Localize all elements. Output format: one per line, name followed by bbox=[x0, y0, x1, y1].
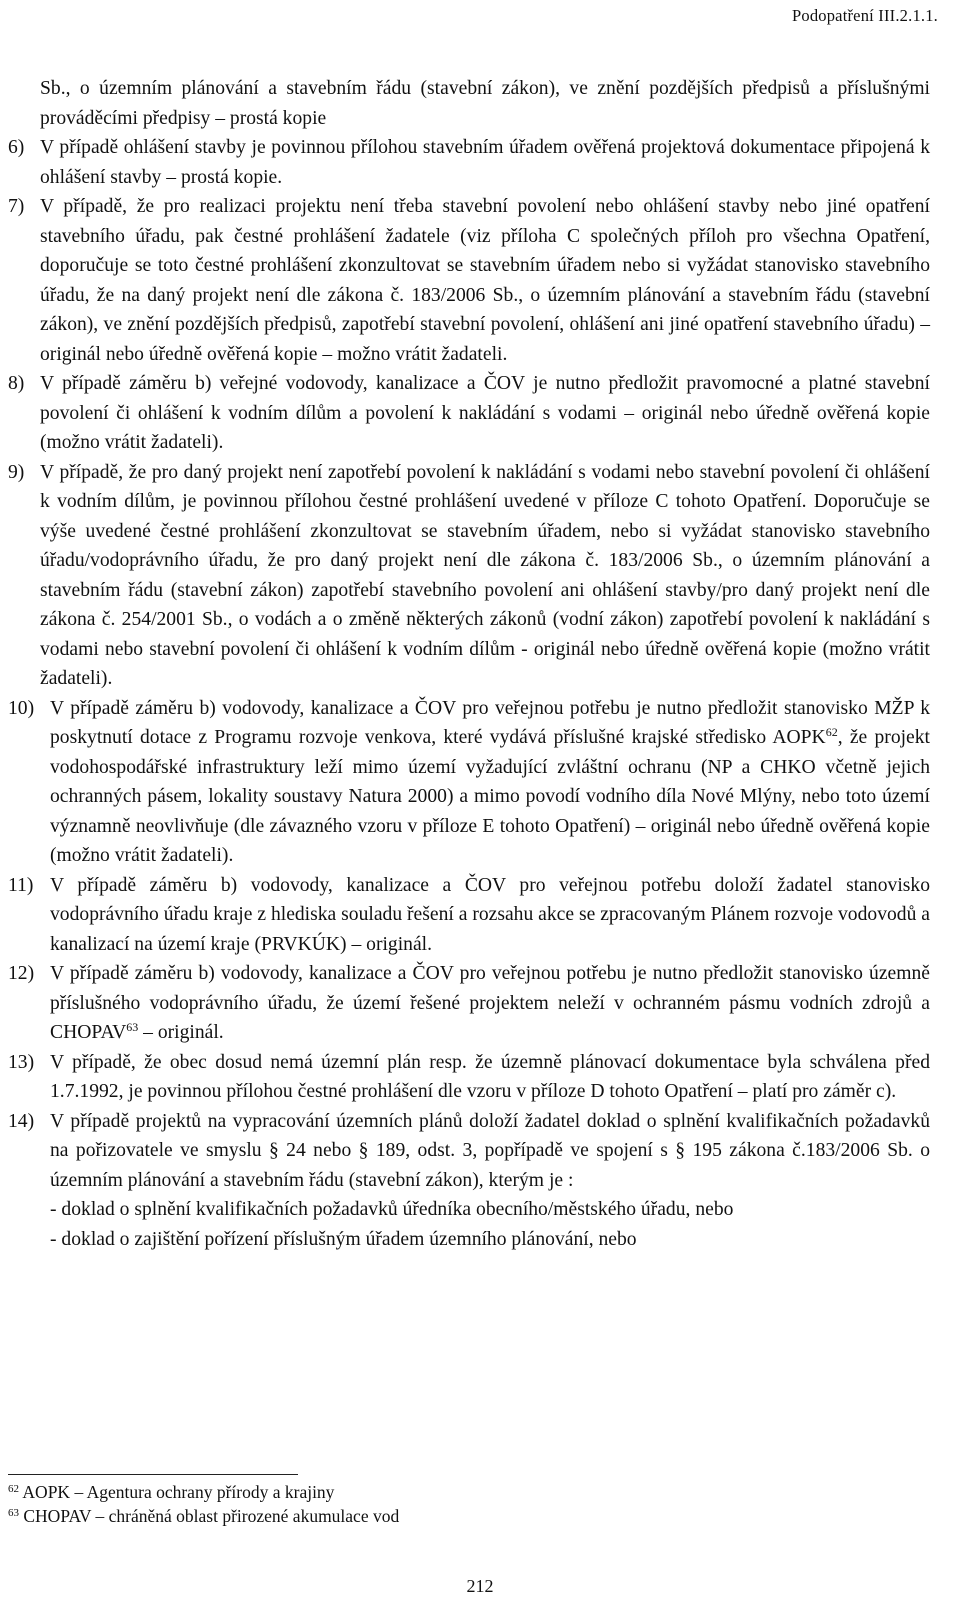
sub-item: - doklad o splnění kvalifikačních požadavků úředníka obecního/městského úřadu, nebo bbox=[50, 1199, 734, 1220]
document-body bbox=[8, 74, 930, 1254]
footnote-mark: 63 bbox=[8, 1507, 19, 1519]
item-text-continued: – originál. bbox=[138, 1022, 224, 1043]
list-item-11 bbox=[8, 871, 930, 960]
page-number: 212 bbox=[466, 1576, 494, 1596]
item-number: 8) bbox=[8, 373, 25, 394]
footnote-ref-62[interactable]: 62 bbox=[825, 725, 838, 739]
item-number: 6) bbox=[8, 137, 25, 158]
list-item-8 bbox=[8, 369, 930, 458]
item-text: Sb., o územním plánování a stavebním řádu (stavební zákon), ve znění pozdějších předpisů a příslušnými prováděcími předpisy – prostá kopie bbox=[40, 78, 930, 129]
item-text: V případě záměru b) veřejné vodovody, kanalizace a ČOV je nutno předložit pravomocné a platné stavební povolení či ohlášení k vodním dílům a povolení k nakládání s vodami – originál nebo úředně ověřená kopie (možno vrátit žadateli). bbox=[40, 373, 930, 453]
list-item-12 bbox=[8, 959, 930, 1048]
item-number: 12) bbox=[8, 963, 35, 984]
list-item-14 bbox=[8, 1107, 930, 1255]
item-number: 14) bbox=[8, 1110, 35, 1132]
item-text: V případě, že pro realizaci projektu není třeba stavební povolení nebo ohlášení stavby nebo jiné opatření stavebního úřadu, pak čestné prohlášení žadatele (viz příloha C společných příloh pro všechna Opatření, doporučuje se toto čestné prohlášení zkonzultovat se stavebním úřadem nebo si vyžádat stanovisko stavebního úřadu, že na daný projekt není dle zákona č. 183/2006 Sb., o územním plánování a stavebním řádu (stavební zákon), ve znění pozdějších předpisů, zapotřebí stavební povolení, ohlášení ani jiné opatření stavebního úřadu) – originál nebo úředně ověřená kopie – možno vrátit žadateli. bbox=[40, 196, 930, 365]
item-number: 7) bbox=[8, 196, 25, 217]
item-text: V případě, že pro daný projekt není zapotřebí povolení k nakládání s vodami nebo stavební povolení či ohlášení k vodním dílům, je povinnou přílohou čestné prohlášení uvedené v příloze C tohoto Opatření. Doporučuje se výše uvedené čestné prohlášení zkonzultovat se stavebním úřadem, nebo si vyžádat stanovisko stavebního úřadu/vodoprávního úřadu, že pro daný projekt není dle zákona č. 183/2006 Sb., o územním plánování a stavebním řádu (stavební zákon) zapotřebí stavebního povolení ani ohlášení stavby/pro daný projekt není dle zákona č. 254/2001 Sb., o vodách a o změně některých zákonů (vodní zákon) zapotřebí povolení k nakládání s vodami nebo stavební povolení či ohlášení k vodním dílům - originál nebo úředně ověřená kopie (možno vrátit žadateli). bbox=[40, 461, 930, 689]
item-text: V případě záměru b) vodovody, kanalizace a ČOV pro veřejnou potřebu je nutno předložit stanovisko územně příslušného vodoprávního úřadu, že území řešené projektem neleží v ochranném pásmu vodních zdrojů a CHOPAV bbox=[50, 963, 930, 1043]
list-item-6 bbox=[8, 133, 930, 192]
footnote-63 bbox=[8, 1504, 399, 1528]
sub-item: - doklad o zajištění pořízení příslušným úřadem územního plánování, nebo bbox=[50, 1228, 637, 1250]
item-text: V případě, že obec dosud nemá územní plán resp. že územně plánovací dokumentace byla schválena před 1.7.1992, je povinnou přílohou čestné prohlášení dle vzoru v příloze D tohoto Opatření – platí pro záměr c). bbox=[50, 1051, 930, 1102]
item-number: 9) bbox=[8, 461, 25, 483]
footnotes bbox=[8, 1480, 399, 1528]
section-header: Podopatření III.2.1.1. bbox=[792, 6, 938, 25]
list-item-9 bbox=[8, 458, 930, 694]
item-text: V případě záměru b) vodovody, kanalizace a ČOV pro veřejnou potřebu doloží žadatel stanovisko vodoprávního úřadu kraje z hlediska souladu řešení a rozsahu akce se zpracovaným Plánem rozvoje vodovodů a kanalizací na území kraje (PRVKÚK) – originál. bbox=[50, 874, 930, 955]
item-number: 13) bbox=[8, 1051, 35, 1073]
item-text: V případě záměru b) vodovody, kanalizace a ČOV pro veřejnou potřebu je nutno předložit stanovisko MŽP k poskytnutí dotace z Programu rozvoje venkova, které vydává příslušné krajské středisko AOPK bbox=[50, 697, 930, 748]
item-text-continued: , že projekt vodohospodářské infrastruktury leží mimo území vyžadující zvláštní ochranu (NP a CHKO včetně jejich ochranných pásem, lokality soustavy Natura 2000) a mimo povodí vodního díla Nové Mlýny, nebo toto území významně neovlivňuje (dle závazného vzoru v příloze E tohoto Opatření) – originál nebo úředně ověřená kopie (možno vrátit žadateli). bbox=[50, 727, 930, 866]
list-item-7 bbox=[8, 192, 930, 369]
list-item-13 bbox=[8, 1048, 930, 1107]
item-text: V případě projektů na vypracování územních plánů doloží žadatel doklad o splnění kvalifikačních požadavků na pořizovatele ve smyslu § 24 nebo § 189, odst. 3, popřípadě ve spojení s § 195 zákona č.183/2006 Sb. o územním plánování a stavebním řádu (stavební zákon), kterým je : bbox=[50, 1110, 930, 1191]
footnote-ref-63[interactable]: 63 bbox=[126, 1020, 139, 1034]
footnote-text: AOPK – Agentura ochrany přírody a krajiny bbox=[22, 1482, 335, 1502]
footnote-mark: 62 bbox=[8, 1483, 19, 1495]
footnote-text: CHOPAV – chráněná oblast přirozené akumulace vod bbox=[23, 1506, 400, 1526]
item-number: 11) bbox=[8, 874, 34, 896]
list-item-continuation bbox=[8, 74, 930, 133]
item-number: 10) bbox=[8, 697, 35, 719]
footnote-62 bbox=[8, 1480, 399, 1504]
footnote-divider bbox=[8, 1474, 298, 1475]
item-text: V případě ohlášení stavby je povinnou přílohou stavebním úřadem ověřená projektová dokumentace připojená k ohlášení stavby – prostá kopie. bbox=[40, 137, 930, 188]
list-item-10 bbox=[8, 694, 930, 871]
